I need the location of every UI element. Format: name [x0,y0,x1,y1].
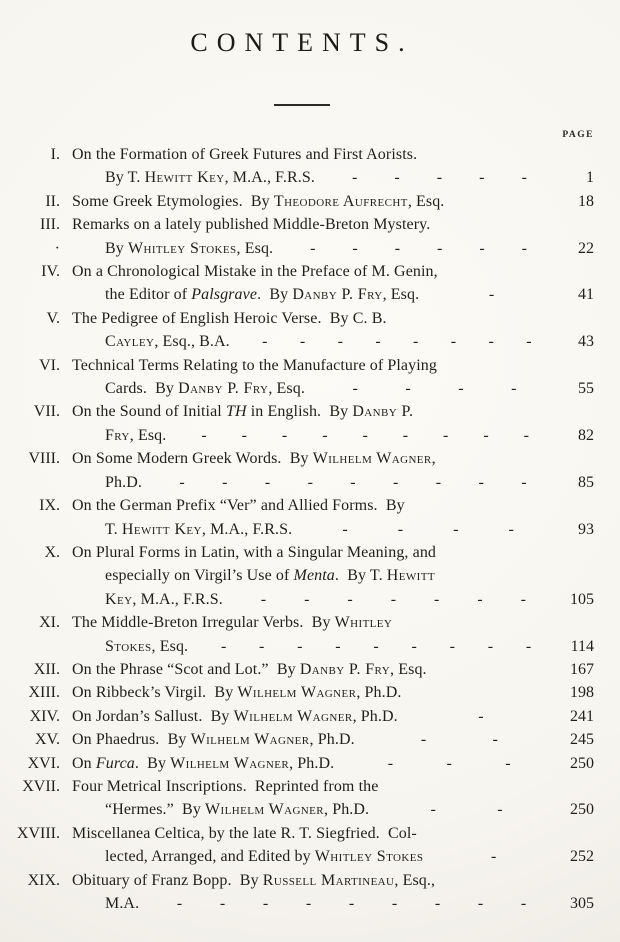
entry-text [72,377,305,400]
leader-dash: - [347,590,353,608]
leader-dash: - [304,590,310,608]
author-name: Wilhelm Wagner [170,754,290,772]
dash-leader [419,283,564,306]
leader-dash: - [405,380,411,398]
entry-text-segment: By [105,239,128,257]
author-name: Wilhelm Wagner [237,684,357,702]
author-name: Hewitt Key [121,520,202,538]
leader-dash: - [505,754,511,772]
page-title: CONTENTS. [190,28,414,57]
toc-entry-line [10,658,594,681]
leader-dash: - [477,590,483,608]
entry-text [72,611,392,634]
leader-dash: - [526,333,532,351]
leader-dash: - [434,590,440,608]
toc-entry-line [10,728,594,751]
dash-leader [166,424,564,447]
entry-numeral: XVIII. [16,824,60,842]
entry-text-segment: , Ph.D. [324,801,370,819]
leader-dash: - [430,801,436,819]
leader-dash: - [297,637,303,655]
toc-entry-continuation-line [10,892,594,915]
toc-entry-line [10,681,594,704]
leader-dash: - [179,473,185,491]
dash-leader [223,588,564,611]
entry-numeral: XII. [33,660,60,678]
author-name: Hewitt [386,567,435,585]
leader-dash: - [453,520,459,538]
leader-dash: - [222,473,228,491]
toc-entry-continuation-line [10,166,594,189]
entry-text-segment: . By [134,754,171,772]
leader-dash: - [397,520,404,538]
entry-text-segment: On Phaedrus. By [72,731,191,749]
entry-numeral: V. [46,309,60,327]
entry-text-segment: , Esq. [390,660,427,678]
dash-leader [139,892,564,915]
leader-dash: - [434,895,441,912]
leader-dash: - [352,380,358,398]
entry-text-segment: in English. By [246,403,353,421]
entry-page-number: 167 [570,660,594,678]
toc-entry-continuation-line [10,564,594,587]
entry-text-segment: On Jordan’s Sallust. By [72,707,234,725]
entry-numeral: X. [44,543,60,561]
entry-text [72,845,423,868]
entry-text-segment: By T. [105,169,145,187]
entry-numeral: · [54,239,60,257]
dash-leader [142,471,564,494]
entry-page-number: 55 [578,380,594,398]
entry-text-segment: On the Formation of Greek Futures and First Aorists. [72,146,418,163]
entry-text-segment: . By T. [334,567,387,585]
leader-dash: - [521,239,527,257]
dash-leader [273,237,564,260]
leader-dash: - [483,426,489,444]
dash-leader [292,518,564,541]
entry-text [72,564,435,587]
entry-text-segment: Four Metrical Inscriptions. Reprinted from the [72,777,379,795]
leader-dash: - [508,520,514,538]
entry-page-number: 105 [570,590,594,608]
leader-dash: - [478,473,484,491]
leader-dash: - [201,426,207,444]
leader-dash: - [521,169,527,187]
entry-text [72,471,142,494]
leader-dash: - [352,169,358,187]
entry-text-segment: On a Chronological Mistake in the Preface of M. Genin, [72,263,438,281]
entry-text-segment: “Hermes.” By [105,801,206,819]
toc-entries [10,143,594,915]
toc-entry-continuation-line [10,237,594,260]
leader-dash: - [479,239,485,257]
entry-text-segment: , [431,450,436,468]
entry-page-number: 250 [570,801,594,819]
leader-dash: - [488,286,495,304]
leader-dash: - [373,637,379,655]
entry-text-segment: Cards. By [105,380,179,398]
leader-dash: - [413,333,419,351]
author-name: Danby P. Fry [299,660,391,678]
leader-dash: - [262,895,269,912]
entry-text-segment: , Ph.D. [356,684,402,702]
entry-text-segment: , Esq. [382,286,420,304]
author-name: Wilhelm Wagner [205,801,324,819]
entry-text [72,354,437,377]
entry-text [72,681,402,704]
author-name: Danby P. [352,403,414,421]
entry-text [72,260,438,283]
toc-entry-line [10,447,594,470]
author-name: Danby P. Fry [178,380,269,398]
entry-text [72,869,435,892]
entry-text-segment: , Esq. [236,239,274,257]
leader-dash: - [391,895,398,912]
entry-numeral: XIV. [29,707,60,725]
toc-entry-line [10,354,594,377]
entry-page-number: 82 [578,426,594,444]
entry-text-segment: . By [257,286,293,304]
leader-dash: - [394,239,401,257]
author-name: Wilhelm Wagner [190,731,310,749]
dash-leader [334,752,564,775]
toc-entry-line [10,752,594,775]
leader-dash: - [387,754,394,772]
entry-page-number: 41 [578,286,594,304]
entry-text-segment: TH [225,403,247,421]
entry-text-segment: , Esq. [151,637,189,655]
entry-text-segment: , Esq. [129,426,167,444]
entry-text-segment: , Esq. [407,192,445,210]
entry-page-number: 18 [578,192,594,210]
toc-entry-line [10,822,594,845]
toc-entry-continuation-line [10,798,594,821]
author-name: Theodore Aufrecht [273,192,408,210]
entry-numeral: VII. [33,403,60,421]
leader-dash: - [520,895,527,912]
leader-dash: - [446,754,452,772]
leader-dash: - [393,473,399,491]
entry-text [72,307,387,330]
entry-numeral: XV. [34,731,60,749]
dash-leader [355,728,564,751]
leader-dash: - [220,637,227,655]
entry-text-segment: On Plural Forms in Latin, with a Singular Meaning, and [72,543,437,561]
entry-text [72,330,230,353]
leader-dash: - [450,333,457,351]
entry-text [72,424,166,447]
dash-leader [230,330,564,353]
entry-text [72,775,378,798]
toc-entry-line [10,307,594,330]
toc-entry-line [10,260,594,283]
leader-dash: - [305,895,312,912]
leader-dash: - [350,473,356,491]
dash-leader [423,845,564,868]
entry-text-segment: On Some Modern Greek Words. By [72,450,313,468]
entry-numeral: XI. [39,614,60,632]
dash-leader [315,166,564,189]
leader-dash: - [342,520,348,538]
entry-text-segment: Palsgrave [191,286,258,304]
leader-dash: - [176,895,183,912]
entry-text-segment: Furca [95,754,135,772]
entry-numeral: XIII. [28,684,60,702]
leader-dash: - [437,239,443,257]
entry-text-segment: M.A. [105,895,140,912]
author-name: Stokes [105,637,152,655]
leader-dash: - [307,473,313,491]
toc-entry-continuation-line [10,845,594,868]
entry-page-number: 22 [578,239,594,257]
leader-dash: - [375,333,381,351]
author-name: Whitley [334,614,393,632]
entry-text [72,728,355,751]
entry-text-segment: the Editor of [105,286,192,304]
entry-text-segment: Menta [293,567,335,585]
entry-numeral: VIII. [28,450,60,468]
leader-dash: - [525,637,532,655]
toc-entry-line [10,213,594,236]
entry-numeral: XVI. [27,754,60,772]
entry-text-segment: Remarks on a lately published Middle-Breton Mystery. [72,216,431,234]
leader-dash: - [335,637,341,655]
entry-text [72,447,436,470]
author-name: Cayley [105,333,155,351]
entry-text [72,237,273,260]
author-name: Wilhelm Wagner [233,707,353,725]
entry-text [72,518,292,541]
toc-entry-continuation-line [10,635,594,658]
entry-numeral: I. [50,146,60,163]
author-name: Danby P. Fry [292,286,383,304]
toc-entry-line [10,611,594,634]
author-name: Key [105,590,133,608]
toc-entry-continuation-line [10,424,594,447]
entry-text [72,658,427,681]
entry-text [72,190,444,213]
entry-text-segment: , Esq., B.A. [154,333,230,351]
entry-page-number: 241 [570,707,594,725]
leader-dash: - [322,426,328,444]
leader-dash: - [443,426,449,444]
leader-dash: - [362,426,368,444]
toc-entry-continuation-line [10,588,594,611]
leader-dash: - [348,895,355,912]
toc-entry-continuation-line [10,283,594,306]
leader-dash: - [241,426,247,444]
leader-dash: - [492,731,498,749]
entry-text [72,822,417,845]
entry-text-segment: , Ph.D. [352,707,398,725]
entry-page-number: 1 [586,169,594,187]
toc-entry-line [10,494,594,517]
toc-entry-line [10,190,594,213]
toc-entry-line [10,541,594,564]
entry-text [72,213,430,236]
entry-text-segment: On the Sound of Initial [72,403,226,421]
entry-text-segment: , Esq. [268,380,305,398]
toc-entry-line [10,143,594,166]
entry-text-segment: , M.A., F.R.S. [132,590,223,608]
leader-dash: - [521,473,527,491]
entry-text-segment: T. [105,520,122,538]
toc-entry-continuation-line [10,518,594,541]
leader-dash: - [523,426,529,444]
entry-numeral: IV. [41,263,60,281]
author-name: Russell Martineau [262,871,395,889]
entry-text-segment: Technical Terms Relating to the Manufacture of Playing [72,356,437,374]
author-name: Whitley Stokes [127,239,237,257]
leader-dash: - [337,333,343,351]
entry-page-number: 198 [570,684,594,702]
toc-entry-line [10,705,594,728]
entry-numeral: II. [45,192,60,210]
entry-page-number: 43 [578,333,594,351]
entry-text [72,143,417,166]
entry-text-segment: On the German Prefix “Ver” and Allied Forms. By [72,497,405,515]
entry-text-segment: , M.A., F.R.S. [224,169,315,187]
page-column-header: PAGE [562,130,594,140]
entry-text [72,541,436,564]
entry-text-segment: The Middle-Breton Irregular Verbs. By [72,614,335,632]
entry-numeral: IX. [39,497,60,515]
entry-page-number: 93 [578,520,594,538]
entry-page-number: 85 [578,473,594,491]
leader-dash: - [310,239,316,257]
entry-page-number: 245 [570,731,594,749]
entry-text-segment: The Pedigree of English Heroic Verse. By C. B. [72,309,387,327]
entry-text [72,494,405,517]
leader-dash: - [262,333,268,351]
entry-text [72,400,413,423]
entry-numeral: XIX. [27,871,60,889]
leader-dash: - [281,426,288,444]
leader-dash: - [491,848,497,866]
entry-text [72,283,419,306]
leader-dash: - [488,333,494,351]
leader-dash: - [511,380,517,398]
leader-dash: - [435,473,442,491]
leader-dash: - [219,895,226,912]
entry-text-segment: , Esq., [394,871,436,889]
entry-text-segment: especially on Virgil’s Use of [105,567,294,585]
leader-dash: - [497,801,503,819]
entry-page-number: 114 [570,637,594,655]
entry-text [72,166,315,189]
toc-entry-line [10,869,594,892]
leader-dash: - [352,239,358,257]
entry-text [72,892,139,915]
toc-entry-line [10,400,594,423]
leader-dash: - [394,169,400,187]
entry-text [72,798,369,821]
entry-text-segment: On Ribbeck’s Virgil. By [72,684,238,702]
author-name: Whitley Stokes [314,848,424,866]
entry-text-segment: , M.A., F.R.S. [201,520,293,538]
dash-leader [398,705,564,728]
entry-text [72,752,334,775]
entry-text [72,588,223,611]
leader-dash: - [260,590,267,608]
entry-numeral: III. [40,216,60,234]
entry-text-segment: lected, Arranged, and Edited by [105,848,315,866]
entry-text-segment: , Ph.D. [289,754,335,772]
entry-text-segment: On [72,754,96,772]
leader-dash: - [390,590,397,608]
entry-text-segment: Obituary of Franz Bopp. By [72,871,263,889]
entry-numeral: VI. [39,356,60,374]
leader-dash: - [479,169,485,187]
leader-dash: - [299,333,306,351]
entry-page-number: 252 [570,848,594,866]
entry-text-segment: , Ph.D. [309,731,355,749]
leader-dash: - [458,380,464,398]
leader-dash: - [259,637,265,655]
dash-leader [188,635,564,658]
author-name: Fry [105,426,130,444]
leader-dash: - [264,473,271,491]
leader-dash: - [477,895,484,912]
toc-entry-line [10,775,594,798]
toc-entry-continuation-line [10,377,594,400]
author-name: Hewitt Key [144,169,225,187]
entry-text-segment: On the Phrase “Scot and Lot.” By [72,660,300,678]
leader-dash: - [420,731,427,749]
leader-dash: - [402,426,409,444]
leader-dash: - [520,590,526,608]
entry-text-segment: Miscellanea Celtica, by the late R. T. Siegfried. Col- [72,824,417,842]
entry-page-number: 250 [570,754,594,772]
toc-entry-continuation-line [10,330,594,353]
leader-dash: - [487,637,494,655]
entry-text-segment: Some Greek Etymologies. By [72,192,274,210]
author-name: Wilhelm Wagner [312,450,432,468]
entry-text [72,705,398,728]
leader-dash: - [411,637,417,655]
entry-text-segment: Ph.D. [105,473,142,491]
entry-text [72,635,188,658]
entry-numeral: XVII. [22,777,60,795]
leader-dash: - [449,637,455,655]
dash-leader [305,377,564,400]
toc-entry-continuation-line [10,471,594,494]
divider-rule [274,104,330,106]
leader-dash: - [478,707,484,725]
dash-leader [369,798,564,821]
entry-page-number: 305 [570,895,594,912]
leader-dash: - [436,169,443,187]
